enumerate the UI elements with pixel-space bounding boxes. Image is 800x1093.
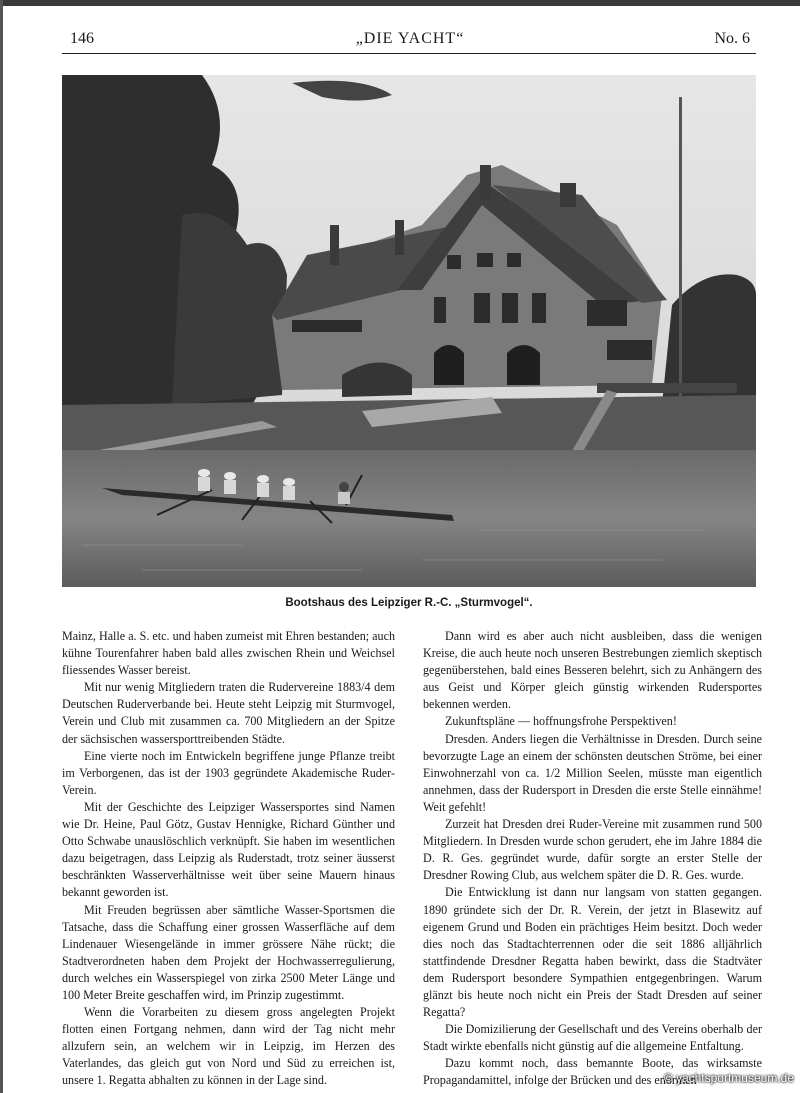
paragraph: Wenn die Vorarbeiten zu diesem gross angelegten Projekt flotten einen Fortgang nehmen, dann wird der Tag nicht mehr allzufern sein, an welchem wir in Leipzig, im Herzen des Vaterlandes, das gleich gut von Nord und Süd zu erreichen ist, unsere 1. Regatta abhalten zu können in der Lage sind. — [62, 1005, 395, 1088]
paragraph: Mit Freuden begrüssen aber sämtliche Wasser-Sportsmen die Tatsache, dass die Schaffung einer grossen Wasserfläche auf dem Lindenauer Wiesengelände in immer grössere Nähe rückt; die Stadtverordneten haben dem Projekt der Hochwasserregulierung, durch welches ein Wasserspiegel von zirka 2500 Meter Länge und 100 Meter Breite geschaffen wird, im Prinzip zugestimmt. — [62, 902, 395, 1002]
paragraph: Dazu kommt noch, dass bemannte Boote, das wirksamste Propagandamittel, infolge der Brücken und des enormen — [423, 1056, 762, 1088]
figure-caption: Bootshaus des Leipziger R.-C. „Sturmvogel“. — [285, 597, 533, 609]
header-rule — [62, 53, 756, 54]
paragraph: Mainz, Halle a. S. etc. und haben zumeist mit Ehren bestanden; auch kühne Tourenfahrer haben bald alles zwischen Rhein und Weichsel fliessendes Wasser bereist. — [62, 629, 395, 678]
page-top-edge — [0, 0, 800, 6]
boathouse-photo — [62, 75, 756, 587]
paragraph: Mit der Geschichte des Leipziger Wassersportes sind Namen wie Dr. Heine, Paul Götz, Gustav Hennigke, Richard Günther und Otto Schwabe unauslöschlich verknüpft. Sie haben im wesentlichen dazu beigetragen, dass Leipzig als Ruderstadt, trotz seiner äusserst beschränkten Wasserverhältnisse weit über seine Mauern hinaus bekannt geworden ist. — [62, 799, 395, 900]
page-header — [70, 30, 750, 54]
paragraph: Zukunftspläne — hoffnungsfrohe Perspektiven! — [445, 714, 677, 729]
page-left-edge — [0, 0, 3, 1093]
paragraph: Die Entwicklung ist dann nur langsam von statten gegangen. 1890 gründete sich der Dr. R. Verein, der jetzt in Blasewitz auf eigenem Grund und Boden ein prächtiges Heim besitzt. Doch weder dies noch das Stadtachterrennen oder die seit 1886 alljährlich stattfindende Dresdner Regatta haben bewirkt, dass die Stadtväter dem Rudersport besondere Sympathien entgegenbringen. Warum glänzt bis heute noch nicht ein Preis der Stadt Dresden auf seiner Regatta? — [423, 885, 762, 1020]
paragraph: Zurzeit hat Dresden drei Ruder-Vereine mit zusammen rund 500 Mitgliedern. In Dresden wurde schon gerudert, ehe im Jahre 1884 die D. R. Ges. gegründet wurde, dafür sorgte an erster Stelle der Dresdner Rowing Club, aus welchem später die D. R. Ges. wurde. — [423, 817, 762, 883]
paragraph: Mit nur wenig Mitgliedern traten die Rudervereine 1883/4 dem Deutschen Ruderverbande bei. Heute steht Leipzig mit Sturmvogel, Verein und Club mit zusammen ca. 700 Mitgliedern an der Spitze der sächsischen wassersporttreibenden Städte. — [62, 680, 395, 746]
watermark: © yachtsportmuseum.de — [663, 1071, 794, 1085]
paragraph: Eine vierte noch im Entwickeln begriffene junge Pflanze treibt im Verborgenen, das ist der 1903 gegründete Akademische Ruder-Verein. — [62, 748, 395, 797]
page-number: 146 — [70, 30, 94, 47]
journal-title: „DIE YACHT“ — [355, 30, 465, 47]
paragraph: Dann wird es aber auch nicht ausbleiben, dass die wenigen Kreise, die auch heute noch unseren Bestrebungen ziemlich skeptisch gegenüberstehen, bald eines Besseren belehrt, sich zu Anhängern des aus Geist und Körper gleich günstig wirkenden Rudersportes bekennen werden. — [423, 629, 762, 712]
text-column-left — [62, 628, 395, 1090]
text-column-right — [423, 628, 762, 1090]
paragraph: Dresden. Anders liegen die Verhältnisse in Dresden. Durch seine bevorzugte Lage an einem der schönsten deutschen Ströme, bei einer Einwohnerzahl von ca. 1/2 Million Seelen, müsste man eigentlich annehmen, dass der Rudersport in Dresden die erste Stelle einnähme! Weit gefehlt! — [423, 731, 762, 814]
issue-number: No. 6 — [714, 30, 750, 47]
paragraph: Die Domizilierung der Gesellschaft und des Vereins oberhalb der Stadt wirkte ebenfalls nicht günstig auf die allgemeine Entfaltung. — [423, 1022, 762, 1054]
